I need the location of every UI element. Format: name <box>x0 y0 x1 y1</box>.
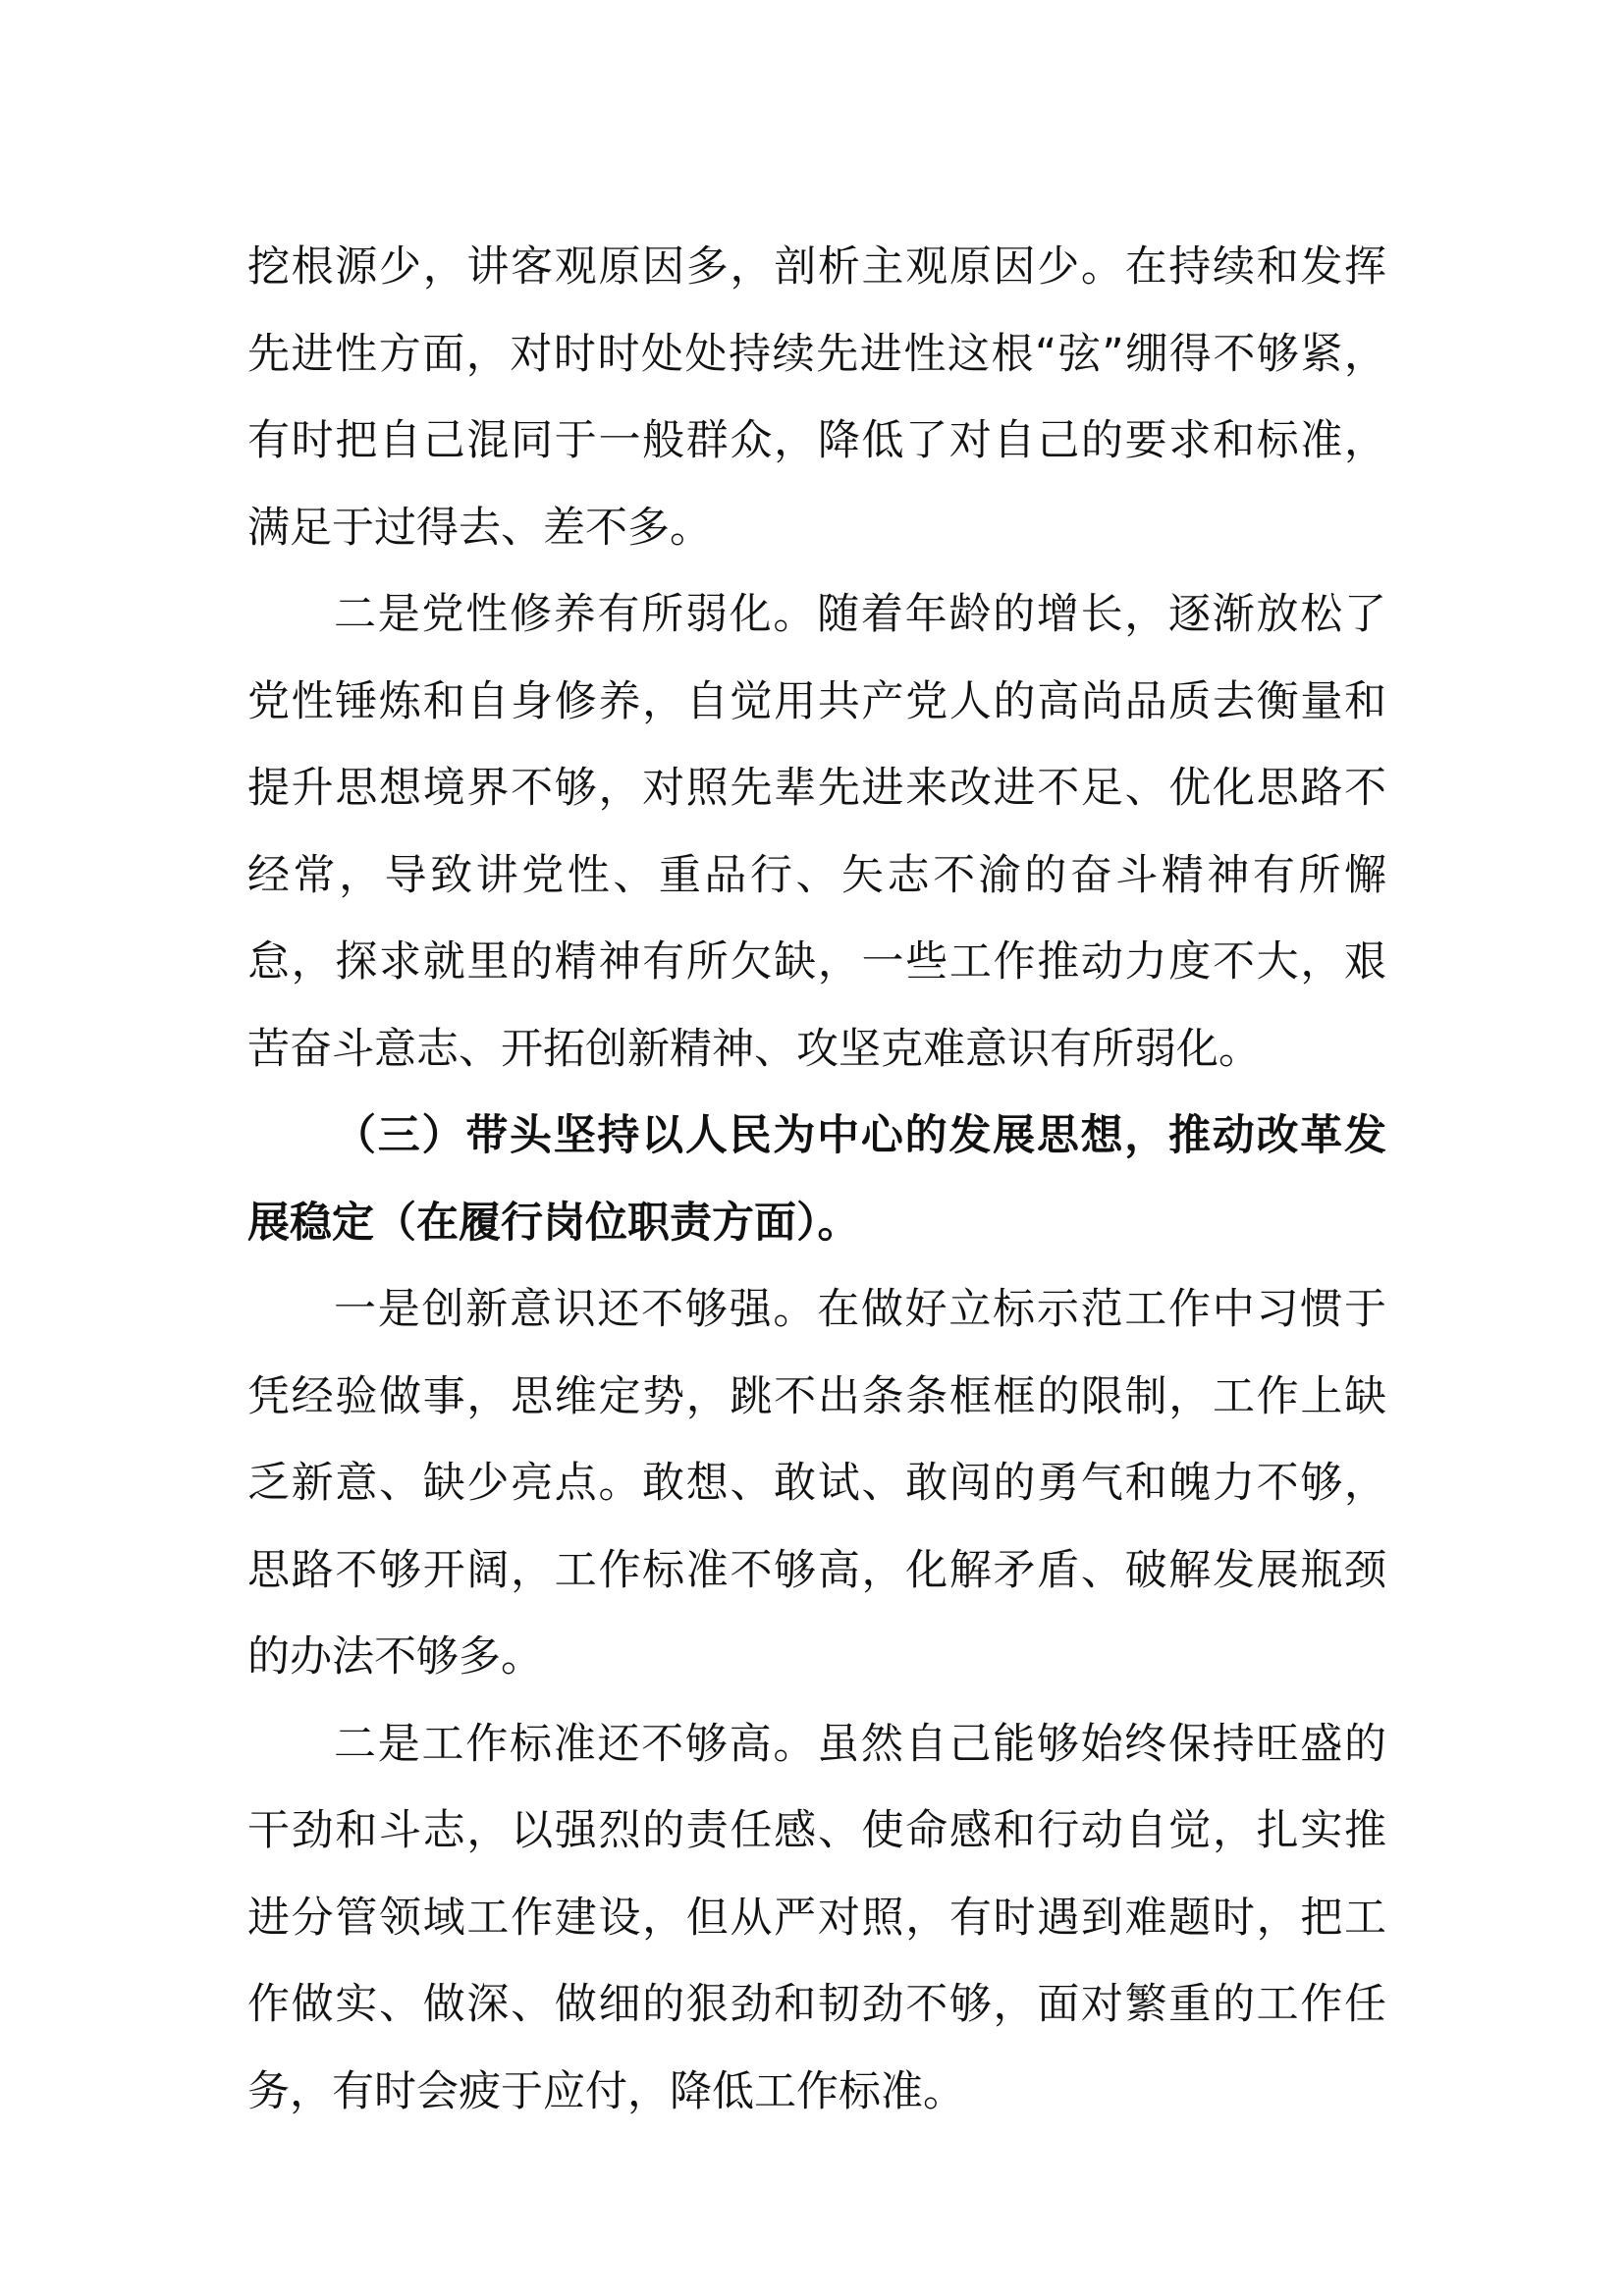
paragraph-innovation: 一是创新意识还不够强。在做好立标示范工作中习惯于凭经验做事，思维定势，跳不出条条框框的限制，工作上缺乏新意、缺少亮点。敢想、敢试、敢闯的勇气和魄力不够，思路不够开阔，工作标准不够高，化解矛盾、破解发展瓶颈的办法不够多。 <box>247 1285 1386 1682</box>
section-heading-3: （三）带头坚持以人民为中心的发展思想，推动改革发展稳定（在履行岗位职责方面）。 <box>247 1111 1386 1248</box>
paragraph-party-spirit: 二是党性修养有所弱化。随着年龄的增长，逐渐放松了党性锤炼和自身修养，自觉用共产党人的高尚品质去衡量和提升思想境界不够，对照先辈先进来改进不足、优化思路不经常，导致讲党性、重品行、矢志不渝的奋斗精神有所懈怠，探求就里的精神有所欠缺，一些工作推动力度不大，艰苦奋斗意志、开拓创新精神、攻坚克难意识有所弱化。 <box>247 590 1386 1074</box>
document-page <box>247 224 1386 2135</box>
paragraph-continued: 挖根源少，讲客观原因多，剖析主观原因少。在持续和发挥先进性方面，对时时处处持续先进性这根“弦”绷得不够紧，有时把自己混同于一般群众，降低了对自己的要求和标准，满足于过得去、差不多。 <box>247 242 1386 553</box>
paragraph-work-standard: 二是工作标准还不够高。虽然自己能够始终保持旺盛的干劲和斗志，以强烈的责任感、使命感和行动自觉，扎实推进分管领域工作建设，但从严对照，有时遇到难题时，把工作做实、做深、做细的狠劲和韧劲不够，面对繁重的工作任务，有时会疲于应付，降低工作标准。 <box>247 1719 1386 2116</box>
